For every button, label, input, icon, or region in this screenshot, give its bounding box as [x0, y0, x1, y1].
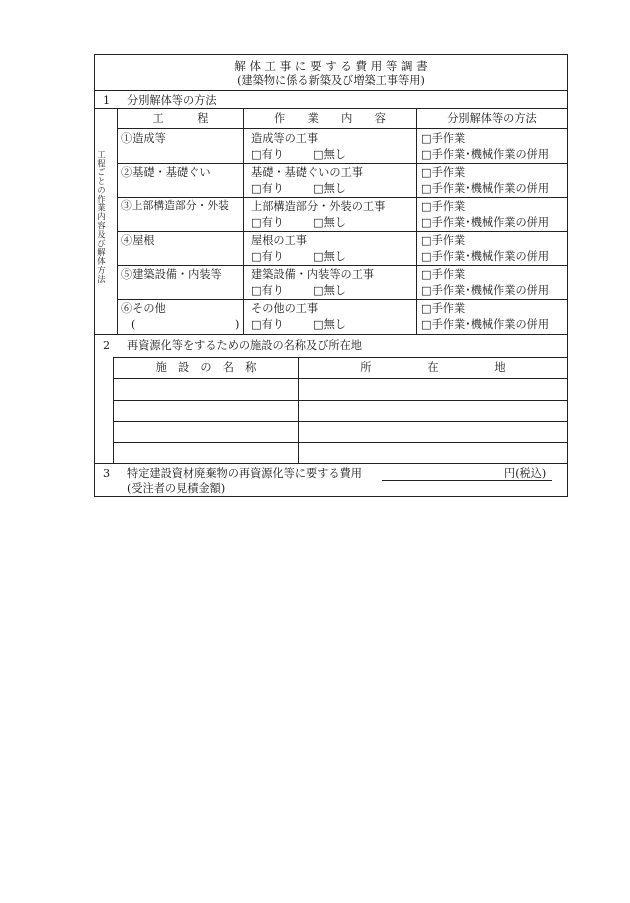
section1-side-label: 工程ごとの作業内容及び解体方法 — [96, 150, 107, 284]
facility-location-input-4[interactable] — [299, 443, 567, 462]
col-header-work: 作 業 内 容 — [274, 112, 386, 125]
row3-divider — [117, 231, 567, 232]
section1-bottom-divider — [95, 334, 567, 335]
section3-number: 3 — [103, 467, 111, 480]
section3-unit: 円(税込) — [504, 467, 547, 480]
row5-divider — [117, 299, 567, 300]
recycling-cost-input[interactable] — [382, 466, 500, 480]
row6-method-combo[interactable]: □手作業･機械作業の併用 — [421, 318, 550, 331]
row2-divider — [117, 197, 567, 198]
table1-header-divider — [117, 128, 567, 129]
row5-yes-checkbox[interactable]: □有り — [251, 284, 284, 297]
row3-process: ③上部構造部分・外装 — [121, 199, 229, 212]
row1-work: 造成等の工事 — [251, 132, 319, 145]
row6-yes-checkbox[interactable]: □有り — [251, 318, 284, 331]
section1-heading: 分別解体等の方法 — [127, 94, 217, 107]
row2-yes-checkbox[interactable]: □有り — [251, 182, 284, 195]
table1-left-border — [117, 108, 118, 334]
row5-no-checkbox[interactable]: □無し — [313, 284, 346, 297]
section3-note: (受注者の見積金額) — [127, 482, 226, 495]
row6-no-checkbox[interactable]: □無し — [313, 318, 346, 331]
title-divider — [95, 90, 567, 91]
row3-yes-checkbox[interactable]: □有り — [251, 216, 284, 229]
form-subtitle: (建築物に係る新築及び増築工事等用) — [237, 74, 425, 87]
section3-heading: 特定建設資材廃棄物の再資源化等に要する費用 — [127, 467, 362, 480]
table1-col-divider-2 — [416, 108, 417, 334]
col-header-facility-location: 所 在 地 — [360, 361, 506, 374]
facility-location-input-1[interactable] — [299, 379, 567, 399]
row1-no-checkbox[interactable]: □無し — [313, 148, 346, 161]
facility-name-input-2[interactable] — [114, 401, 298, 421]
row6-work: その他の工事 — [251, 302, 319, 315]
row6-paren-close: ) — [235, 318, 240, 331]
section2-header-divider — [113, 357, 567, 358]
row4-method-combo[interactable]: □手作業･機械作業の併用 — [421, 250, 550, 263]
row4-process: ④屋根 — [121, 234, 155, 247]
col-header-facility-name: 施 設 の 名 称 — [155, 361, 257, 374]
row1-process: ①造成等 — [121, 132, 166, 145]
col-header-process: 工 程 — [152, 112, 209, 125]
row6-paren-open: ( — [131, 318, 136, 331]
table1-col-divider-1 — [243, 108, 244, 334]
facility-name-input-1[interactable] — [114, 379, 298, 399]
row3-no-checkbox[interactable]: □無し — [313, 216, 346, 229]
row4-work: 屋根の工事 — [251, 234, 307, 247]
row1-method-combo[interactable]: □手作業･機械作業の併用 — [421, 148, 550, 161]
cost-survey-form — [94, 54, 568, 497]
facility-name-input-3[interactable] — [114, 422, 298, 441]
row6-process: ⑥その他 — [121, 302, 166, 315]
row4-divider — [117, 265, 567, 266]
facility-location-input-2[interactable] — [299, 401, 567, 421]
row2-process: ②基礎・基礎ぐい — [121, 166, 211, 179]
row2-work: 基礎・基礎ぐいの工事 — [251, 166, 363, 179]
section2-bottom-divider — [95, 463, 567, 464]
row6-method-hand[interactable]: □手作業 — [421, 302, 466, 315]
section2-heading: 再資源化等をするための施設の名称及び所在地 — [127, 339, 362, 352]
row5-process: ⑤建築設備・内装等 — [121, 268, 222, 281]
row3-work: 上部構造部分・外装の工事 — [251, 200, 386, 213]
row4-method-hand[interactable]: □手作業 — [421, 234, 466, 247]
facility-name-input-4[interactable] — [114, 443, 298, 462]
row1-divider — [117, 163, 567, 164]
section1-divider — [95, 108, 567, 109]
row5-method-hand[interactable]: □手作業 — [421, 268, 466, 281]
row2-no-checkbox[interactable]: □無し — [313, 182, 346, 195]
row1-yes-checkbox[interactable]: □有り — [251, 148, 284, 161]
facility-location-input-3[interactable] — [299, 422, 567, 441]
section2-number: 2 — [103, 339, 111, 352]
row2-method-combo[interactable]: □手作業･機械作業の併用 — [421, 182, 550, 195]
row4-yes-checkbox[interactable]: □有り — [251, 250, 284, 263]
row5-work: 建築設備・内装等の工事 — [251, 268, 375, 281]
row3-method-hand[interactable]: □手作業 — [421, 200, 466, 213]
form-title: 解 体 工 事 に 要 す る 費 用 等 調 書 — [234, 59, 428, 73]
row1-method-hand[interactable]: □手作業 — [421, 132, 466, 145]
row5-method-combo[interactable]: □手作業･機械作業の併用 — [421, 284, 550, 297]
row3-method-combo[interactable]: □手作業･機械作業の併用 — [421, 216, 550, 229]
row4-no-checkbox[interactable]: □無し — [313, 250, 346, 263]
row6-other-input[interactable] — [139, 317, 235, 330]
recycling-cost-underline — [382, 480, 552, 481]
col-header-method: 分別解体等の方法 — [447, 112, 537, 125]
section1-number: 1 — [103, 94, 111, 107]
row2-method-hand[interactable]: □手作業 — [421, 166, 466, 179]
